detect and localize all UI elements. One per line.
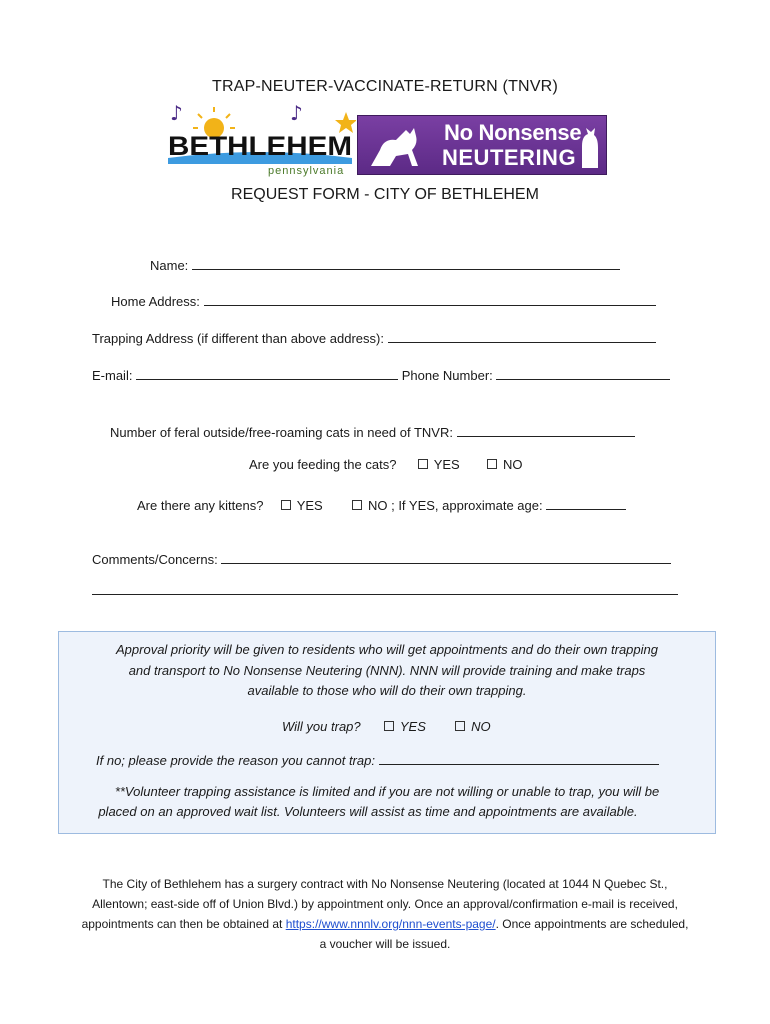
svg-text:♪: ♪ [170, 101, 183, 125]
kittens-no-label: NO ; If YES, approximate age: [367, 498, 543, 513]
trap-yes-checkbox[interactable] [384, 721, 394, 731]
bethlehem-logo-text: BETHLEHEM [168, 131, 352, 161]
feeding-row [249, 457, 522, 472]
trapping-address-field[interactable] [388, 328, 656, 343]
cats-count-label: Number of feral outside/free-roaming cats in need of TNVR: [110, 425, 453, 440]
home-address-row [111, 291, 656, 309]
trap-yes-label: YES [399, 719, 426, 734]
footer-paragraph [80, 874, 690, 954]
volunteer-line2: placed on an approved wait list. Volunteers will assist as time and appointments are available. [98, 804, 638, 819]
nnn-logo-line1: No Nonsense [444, 120, 582, 145]
email-phone-row [92, 365, 670, 383]
reason-row [96, 750, 659, 768]
comments-field[interactable] [221, 549, 671, 564]
kittens-yes-checkbox[interactable] [281, 500, 291, 510]
page-title: TRAP-NEUTER-VACCINATE-RETURN (TNVR) [212, 78, 558, 95]
home-address-label: Home Address: [111, 294, 200, 309]
cat-silhouette-icon [366, 120, 436, 170]
feeding-label: Are you feeding the cats? [249, 457, 397, 472]
trapping-address-row [92, 328, 656, 346]
trapping-address-label: Trapping Address (if different than above address): [92, 331, 384, 346]
notice-line1: Approval priority will be given to residents who will get appointments and do their own trapping [116, 642, 658, 657]
kittens-yes-label: YES [296, 498, 323, 513]
comments-field-line2[interactable] [92, 580, 678, 595]
phone-field[interactable] [496, 365, 670, 380]
name-field[interactable] [192, 255, 620, 270]
svg-text:♪: ♪ [290, 101, 303, 125]
bethlehem-logo-sub: pennsylvania [268, 165, 345, 177]
email-field[interactable] [136, 365, 398, 380]
trap-no-checkbox[interactable] [455, 721, 465, 731]
name-row [150, 255, 620, 273]
kittens-label: Are there any kittens? [137, 498, 264, 513]
nnn-events-link[interactable]: https://www.nnnlv.org/nnn-events-page/ [285, 917, 496, 931]
reason-label: If no; please provide the reason you cannot trap: [96, 753, 375, 768]
nnn-logo [357, 115, 607, 175]
kittens-age-field[interactable] [546, 495, 626, 510]
form-subtitle: REQUEST FORM - CITY OF BETHLEHEM [231, 186, 539, 203]
feeding-no-checkbox[interactable] [487, 459, 497, 469]
trap-question-row [282, 719, 491, 734]
notice-line3: available to those who will do their own trapping. [247, 683, 527, 698]
notice-line2: and transport to No Nonsense Neutering (NNN). NNN will provide training and make traps [128, 663, 646, 678]
name-label: Name: [150, 258, 189, 273]
footer-text-part2: . Once appointments are scheduled, a voucher will be issued. [319, 917, 689, 951]
phone-label: Phone Number: [401, 368, 493, 383]
feeding-no-label: NO [502, 457, 523, 472]
bethlehem-logo [160, 98, 356, 178]
kittens-row [137, 495, 626, 513]
email-label: E-mail: [92, 368, 133, 383]
feeding-yes-label: YES [433, 457, 460, 472]
footer-text-part1: The City of Bethlehem has a surgery contract with No Nonsense Neutering (located at 1044 N Quebec St., Allentown; east-side off of Union Blvd.) by appointment only. Once an approval/confirmation e-mail is received, appointments can then be obtained at [81, 877, 678, 931]
home-address-field[interactable] [204, 291, 656, 306]
kittens-no-checkbox[interactable] [352, 500, 362, 510]
reason-field[interactable] [379, 750, 659, 765]
cats-count-row [110, 422, 635, 440]
nnn-logo-line2: NEUTERING [442, 145, 577, 170]
comments-row [92, 549, 671, 567]
cats-count-field[interactable] [457, 422, 635, 437]
comments-label: Comments/Concerns: [92, 552, 218, 567]
feeding-yes-checkbox[interactable] [418, 459, 428, 469]
trap-question-label: Will you trap? [282, 719, 361, 734]
trap-no-label: NO [471, 719, 491, 734]
volunteer-line1: **Volunteer trapping assistance is limited and if you are not willing or unable to trap, you will be [114, 784, 660, 799]
